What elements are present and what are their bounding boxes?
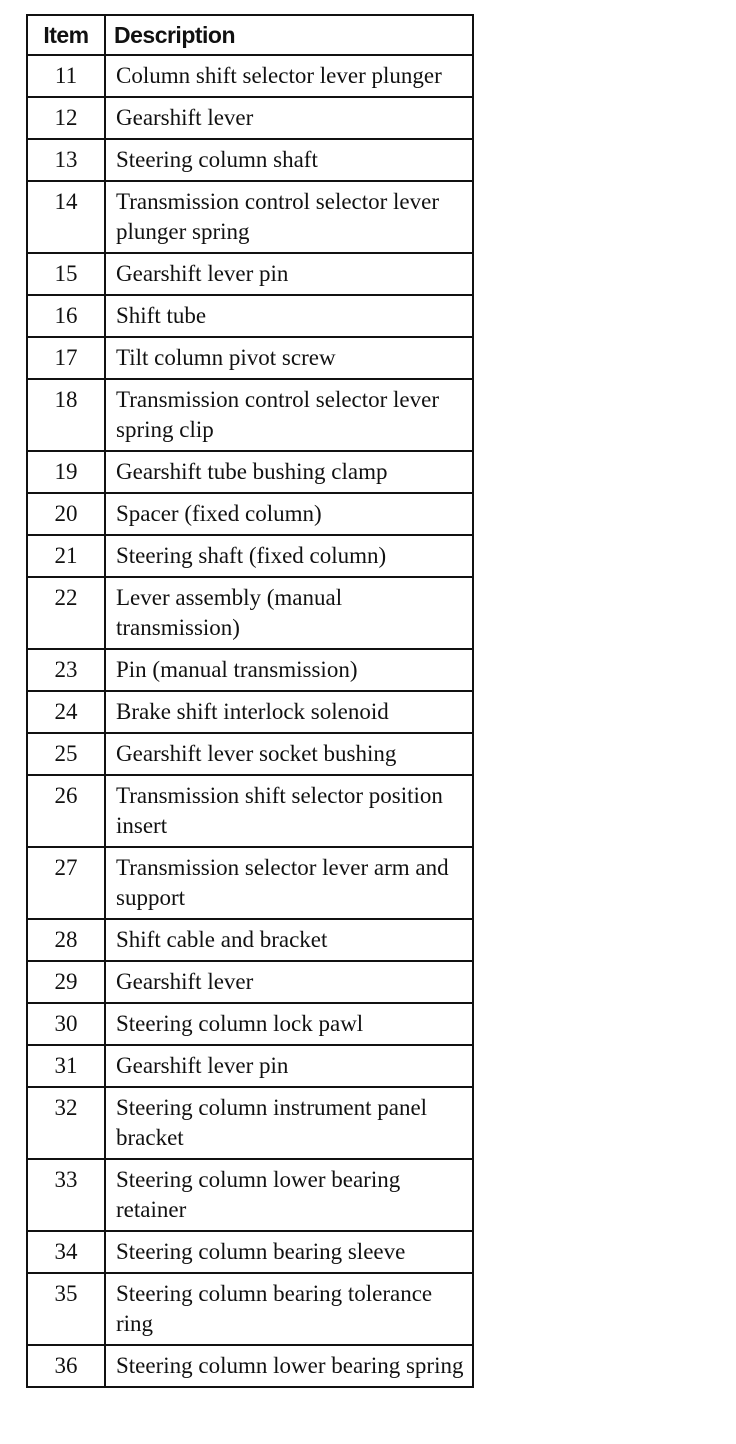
item-number: 22: [27, 577, 105, 649]
item-description: Gearshift lever pin: [105, 1045, 473, 1087]
item-description: Shift tube: [105, 295, 473, 337]
item-description: Gearshift lever pin: [105, 253, 473, 295]
item-number: 34: [27, 1231, 105, 1273]
item-number: 21: [27, 535, 105, 577]
item-description: Lever assembly (manual transmission): [105, 577, 473, 649]
item-number: 11: [27, 55, 105, 97]
column-header-item: Item: [27, 15, 105, 55]
table-row: [27, 337, 473, 379]
table-row: [27, 139, 473, 181]
item-number: 12: [27, 97, 105, 139]
item-description: Transmission selector lever arm and support: [105, 847, 473, 919]
table-row: [27, 451, 473, 493]
table-row: [27, 775, 473, 847]
item-description: Brake shift interlock solenoid: [105, 691, 473, 733]
parts-table: [26, 14, 474, 1388]
item-description: Steering shaft (fixed column): [105, 535, 473, 577]
item-number: 26: [27, 775, 105, 847]
table-row: [27, 1273, 473, 1345]
item-number: 15: [27, 253, 105, 295]
item-description: Steering column lower bearing spring: [105, 1345, 473, 1387]
item-number: 18: [27, 379, 105, 451]
table-row: [27, 961, 473, 1003]
table-header-row: [27, 15, 473, 55]
item-number: 27: [27, 847, 105, 919]
item-description: Spacer (fixed column): [105, 493, 473, 535]
item-number: 35: [27, 1273, 105, 1345]
item-number: 36: [27, 1345, 105, 1387]
table-row: [27, 847, 473, 919]
table-row: [27, 97, 473, 139]
item-number: 25: [27, 733, 105, 775]
item-description: Tilt column pivot screw: [105, 337, 473, 379]
item-description: Gearshift lever: [105, 961, 473, 1003]
table-row: [27, 733, 473, 775]
item-number: 17: [27, 337, 105, 379]
item-description: Gearshift lever: [105, 97, 473, 139]
table-row: [27, 55, 473, 97]
item-number: 16: [27, 295, 105, 337]
item-number: 20: [27, 493, 105, 535]
item-number: 24: [27, 691, 105, 733]
item-description: Transmission shift selector position insert: [105, 775, 473, 847]
item-number: 31: [27, 1045, 105, 1087]
table-row: [27, 1003, 473, 1045]
item-description: Shift cable and bracket: [105, 919, 473, 961]
item-number: 13: [27, 139, 105, 181]
table-row: [27, 535, 473, 577]
item-description: Steering column shaft: [105, 139, 473, 181]
table-row: [27, 181, 473, 253]
item-number: 14: [27, 181, 105, 253]
item-number: 23: [27, 649, 105, 691]
item-number: 28: [27, 919, 105, 961]
item-number: 32: [27, 1087, 105, 1159]
item-description: Steering column bearing tolerance ring: [105, 1273, 473, 1345]
item-number: 29: [27, 961, 105, 1003]
table-row: [27, 1231, 473, 1273]
item-description: Steering column lower bearing retainer: [105, 1159, 473, 1231]
table-row: [27, 691, 473, 733]
table-row: [27, 1087, 473, 1159]
column-header-description: Description: [105, 15, 473, 55]
item-number: 33: [27, 1159, 105, 1231]
table-row: [27, 577, 473, 649]
item-description: Transmission control selector lever spring clip: [105, 379, 473, 451]
item-description: Gearshift lever socket bushing: [105, 733, 473, 775]
item-description: Pin (manual transmission): [105, 649, 473, 691]
item-description: Steering column bearing sleeve: [105, 1231, 473, 1273]
item-description: Column shift selector lever plunger: [105, 55, 473, 97]
table-row: [27, 295, 473, 337]
table-row: [27, 1159, 473, 1231]
table-row: [27, 379, 473, 451]
item-description: Steering column instrument panel bracket: [105, 1087, 473, 1159]
table-row: [27, 253, 473, 295]
table-row: [27, 649, 473, 691]
item-description: Gearshift tube bushing clamp: [105, 451, 473, 493]
table-row: [27, 493, 473, 535]
item-description: Steering column lock pawl: [105, 1003, 473, 1045]
item-number: 30: [27, 1003, 105, 1045]
table-row: [27, 1345, 473, 1387]
table-row: [27, 1045, 473, 1087]
item-number: 19: [27, 451, 105, 493]
parts-table-container: [26, 14, 472, 1388]
table-row: [27, 919, 473, 961]
item-description: Transmission control selector lever plunger spring: [105, 181, 473, 253]
